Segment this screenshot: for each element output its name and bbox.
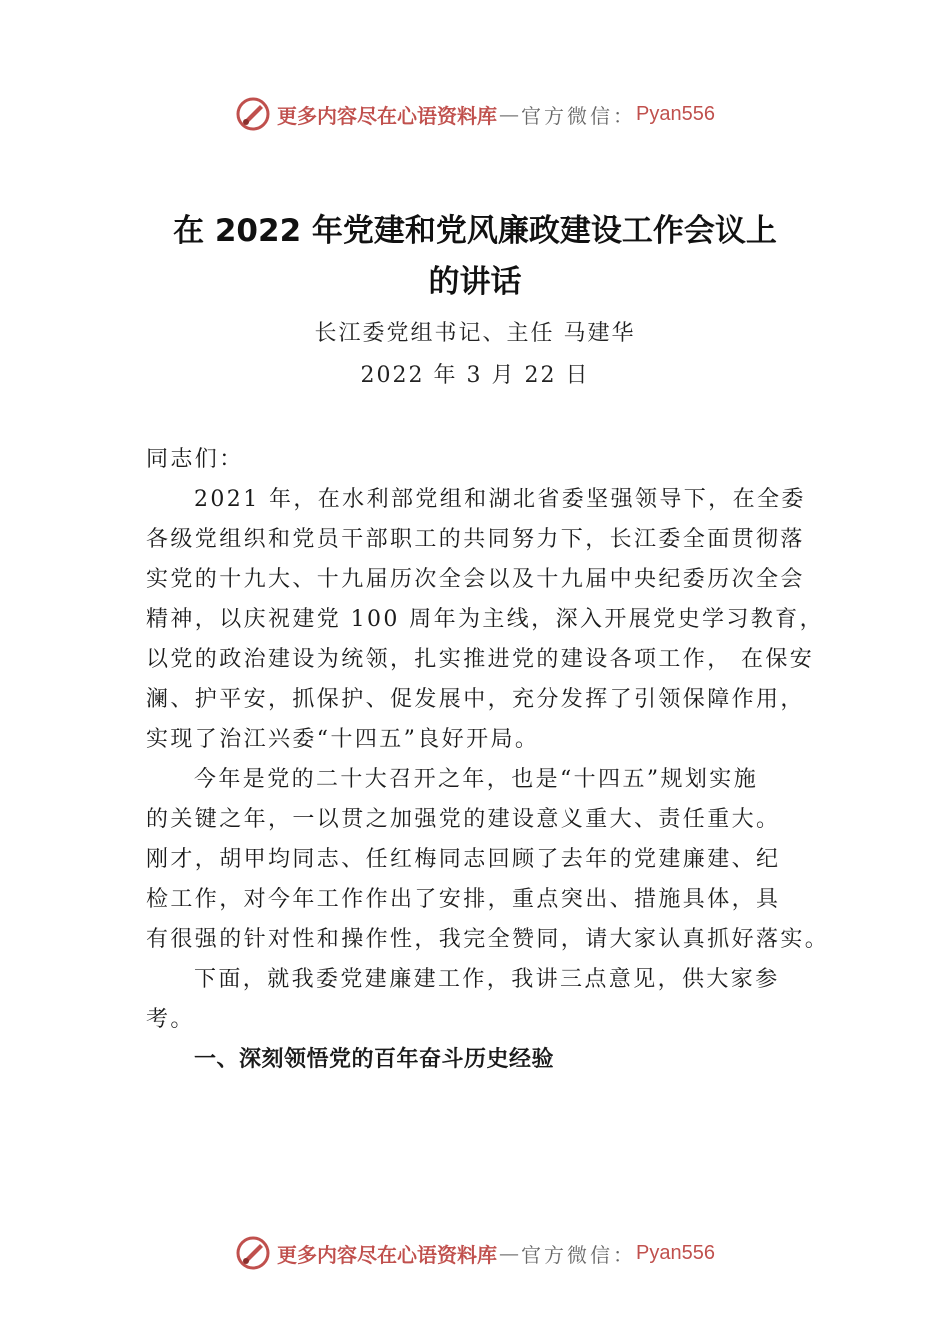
text-line: 的关键之年，一以贯之加强党的建设意义重大、责任重大。 — [146, 807, 781, 832]
text-line: 考。 — [146, 1007, 195, 1032]
text-line: 各级党组织和党员干部职工的共同努力下，长江委全面贯彻落 — [146, 527, 805, 552]
watermark-banner-top — [0, 94, 950, 134]
title-line-2: 的讲话 — [428, 264, 522, 300]
text-line: 以党的政治建设为统领，扎实推进党的建设各项工作， 在保安 — [146, 647, 815, 672]
section-heading-1: 一、深刻领悟党的百年奋斗历史经验 — [194, 1047, 555, 1072]
salutation: 同志们： — [146, 447, 244, 472]
document-title — [130, 206, 820, 308]
watermark-wechat-id: Pyan556 — [636, 1241, 715, 1264]
watermark-banner-bottom — [0, 1233, 950, 1273]
watermark-wechat-label: 官方微信： — [521, 103, 637, 128]
text-line: 实现了治江兴委“十四五”良好开局。 — [146, 727, 540, 752]
watermark-wechat-label: 官方微信： — [521, 1242, 637, 1267]
text-line: 2021 年，在水利部党组和湖北省委坚强领导下，在全委 — [194, 487, 806, 512]
paragraph-2 — [146, 760, 836, 960]
text-line: 今年是党的二十大召开之年，也是“十四五”规划实施 — [194, 767, 759, 792]
text-line: 澜、护平安，抓保护、促发展中，充分发挥了引领保障作用， — [146, 687, 805, 712]
watermark-wechat-id: Pyan556 — [636, 102, 715, 125]
text-line: 刚才，胡甲均同志、任红梅同志回顾了去年的党建廉建、纪 — [146, 847, 781, 872]
paragraph-3 — [146, 960, 836, 1040]
watermark-brand: 更多内容尽在心语资料库 — [277, 1242, 498, 1267]
text-line: 有很强的针对性和操作性，我完全赞同，请大家认真抓好落实。 — [146, 927, 830, 952]
watermark-brand: 更多内容尽在心语资料库 — [277, 103, 498, 128]
watermark-separator: — — [499, 1241, 520, 1265]
brush-seal-icon — [235, 1235, 271, 1271]
document-body — [146, 440, 836, 1080]
date-line: 2022 年 3 月 22 日 — [360, 363, 590, 388]
title-line-1: 在 2022 年党建和党风廉政建设工作会议上 — [173, 213, 777, 249]
paragraph-1 — [146, 480, 836, 760]
author-line: 长江委党组书记、主任 马建华 — [314, 321, 636, 346]
text-line: 精神，以庆祝建党 100 周年为主线，深入开展党史学习教育， — [146, 607, 824, 632]
text-line: 检工作，对今年工作作出了安排，重点突出、措施具体，具 — [146, 887, 781, 912]
brush-seal-icon — [235, 96, 271, 132]
watermark-separator: — — [499, 102, 520, 126]
text-line: 实党的十九大、十九届历次全会以及十九届中央纪委历次全会 — [146, 567, 805, 592]
text-line: 下面，就我委党建廉建工作，我讲三点意见，供大家参 — [194, 967, 780, 992]
